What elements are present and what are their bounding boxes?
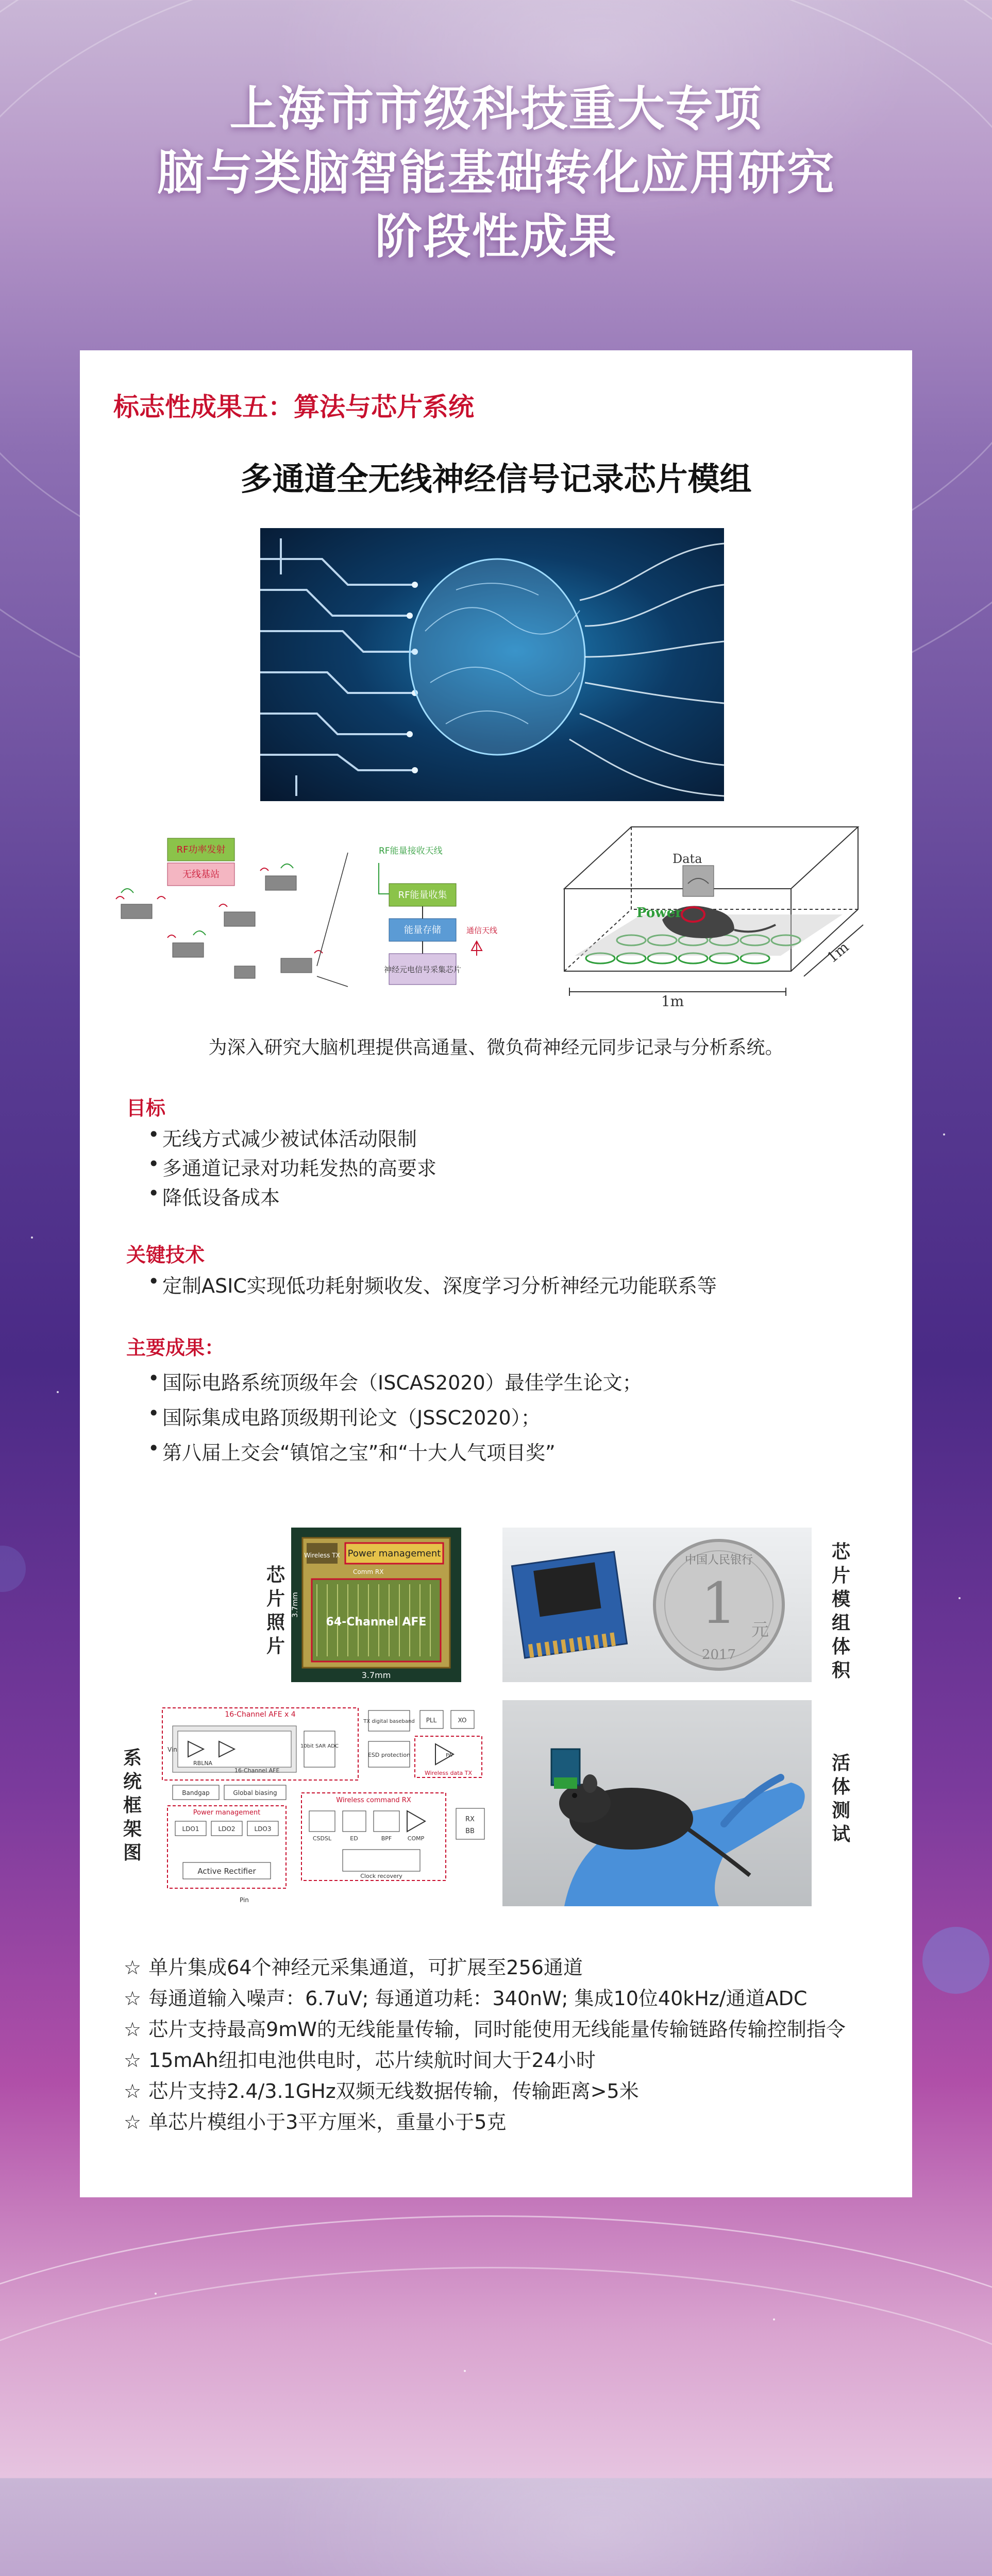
- star-decoration: [773, 2318, 775, 2320]
- pll-label: PLL: [426, 1717, 437, 1724]
- bpf-label: BPF: [381, 1835, 392, 1842]
- hero-title: [0, 77, 992, 269]
- ed-label: ED: [350, 1835, 358, 1842]
- esd-label: ESD protection: [367, 1752, 411, 1758]
- live-test-label: 活体测试: [831, 1753, 850, 1845]
- hero-line-2: 脑与类脑智能基础转化应用研究: [157, 145, 835, 200]
- star-icon: ☆: [124, 1956, 142, 1979]
- comm-antenna-label: 通信天线: [466, 926, 498, 935]
- coin-year: 2017: [701, 1647, 736, 1663]
- xo-label: XO: [458, 1717, 467, 1724]
- data-label: Data: [672, 852, 702, 866]
- goal-item: • 多通道记录对功耗发热的高要求: [162, 1153, 436, 1181]
- csdsl-label: CSDSL: [312, 1835, 332, 1842]
- power-label: Power: [636, 905, 682, 921]
- spec-text: 单芯片模组小于3平方厘米，重量小于5克: [148, 2111, 507, 2133]
- energy-store-label: 能量存储: [404, 925, 441, 936]
- caption-text: 为深入研究大脑机理提供高通量、微负荷神经元同步记录与分析系统。: [208, 1037, 784, 1058]
- star-decoration: [943, 1133, 945, 1136]
- tech-label: 关键技术: [126, 1244, 205, 1266]
- coin-unit: 元: [751, 1620, 769, 1640]
- ldo1-label: LDO1: [182, 1825, 199, 1833]
- spec-text: 芯片支持最高9mW的无线能量传输，同时能使用无线能量传输链路传输控制指令: [148, 2018, 846, 2041]
- afe16-label: 16-Channel AFE: [234, 1767, 280, 1774]
- ldo2-label: LDO2: [218, 1825, 236, 1833]
- chip-afe-label: 64-Channel AFE: [326, 1616, 427, 1629]
- pin-label: Pin: [240, 1896, 249, 1904]
- cage-setup-diagram: [554, 817, 873, 1012]
- bb-label: BB: [465, 1827, 475, 1835]
- block-diagram-graphic: [157, 1700, 492, 1906]
- chip-photo-label: 芯片照片: [266, 1565, 285, 1657]
- star-decoration: [57, 1391, 59, 1393]
- wireless-station-diagram: [111, 827, 502, 997]
- power-mgmt-label: Power management: [193, 1809, 261, 1817]
- spec-item: [124, 1982, 807, 2011]
- pa-label: PA: [446, 1753, 452, 1758]
- spec-text: 单片集成64个神经元采集通道，可扩展至256通道: [148, 1956, 583, 1979]
- adc-label: 10bit SAR ADC: [300, 1743, 339, 1749]
- wireless-diagram-graphic: [111, 827, 502, 997]
- chip-module-photo: [502, 1528, 812, 1682]
- spec-item: [124, 2013, 846, 2042]
- hero-line-1: 上海市市级科技重大专项: [229, 81, 763, 137]
- rf-power-tx-label: RF功率发射: [176, 844, 226, 855]
- rf-rx-antenna-label: RF能量接收天线: [379, 846, 443, 856]
- chip-comm-rx-label: Comm RX: [353, 1568, 384, 1575]
- cage-diagram-graphic: [554, 817, 873, 1012]
- live-test-photo: [502, 1700, 812, 1906]
- chip-wireless-tx-label: Wireless TX: [304, 1552, 340, 1559]
- wireless-station-label: 无线基站: [182, 869, 220, 880]
- star-decoration: [959, 1597, 961, 1599]
- rectifier-label: Active Rectifier: [197, 1867, 256, 1876]
- rx-label: RX: [465, 1816, 475, 1823]
- result-item: • 国际电路系统顶级年会（ISCAS2020）最佳学生论文；: [162, 1367, 642, 1395]
- spec-text: 芯片支持2.4/3.1GHz双频无线数据传输，传输距离>5米: [148, 2080, 639, 2103]
- afe4-label: 16-Channel AFE x 4: [225, 1710, 296, 1719]
- brain-circuit-graphic: [260, 528, 724, 801]
- chip-die-graphic: [291, 1528, 461, 1682]
- spec-item: [124, 2075, 639, 2104]
- main-title: 多通道全无线神经信号记录芯片模组: [240, 460, 752, 498]
- chip-photo: [291, 1528, 461, 1682]
- content-card: [80, 350, 912, 2197]
- spec-item: [124, 2106, 506, 2134]
- star-icon: ☆: [124, 2018, 142, 2041]
- hero-line-3: 阶段性成果: [375, 209, 617, 264]
- star-icon: ☆: [124, 1987, 142, 2010]
- spec-item: [124, 1952, 583, 1980]
- goal-item: • 无线方式减少被试体活动限制: [162, 1123, 417, 1151]
- clock-label: Clock recovery: [360, 1873, 402, 1879]
- goal-item: • 降低设备成本: [162, 1182, 280, 1210]
- neural-chip-label: 神经元电信号采集芯片: [383, 965, 462, 974]
- biasing-label: Global biasing: [233, 1789, 277, 1797]
- chip-power-mgmt-label: Power management: [347, 1548, 441, 1559]
- bg-ring-decoration: [0, 2267, 992, 2576]
- system-diagram-label: 系统框架图: [123, 1748, 142, 1863]
- goals-label: 目标: [126, 1097, 166, 1120]
- comp-label: COMP: [407, 1835, 425, 1842]
- rf-harvest-label: RF能量收集: [398, 890, 447, 901]
- dim-x-label: 1m: [661, 993, 684, 1010]
- system-block-diagram: [157, 1700, 492, 1906]
- star-icon: ☆: [124, 2080, 142, 2103]
- lna-label: RBLNA: [193, 1760, 213, 1767]
- result-item: • 国际集成电路顶级期刊论文（JSSC2020）；: [162, 1402, 541, 1430]
- spec-text: 每通道输入噪声：6.7uV; 每通道功耗：340nW; 集成10位40kHz/通道ADC: [148, 1987, 808, 2010]
- spec-text: 15mAh纽扣电池供电时，芯片续航时间大于24小时: [148, 2049, 596, 2072]
- bubble-decoration: [922, 1927, 989, 1994]
- tech-item: • 定制ASIC实现低功耗射频收发、深度学习分析神经元功能联系等: [162, 1270, 717, 1298]
- star-decoration: [464, 2370, 466, 2372]
- coin-value: 1: [701, 1570, 737, 1636]
- module-coin-graphic: [502, 1528, 812, 1682]
- chip-height-label: 3.7mm: [291, 1592, 299, 1618]
- star-decoration: [31, 1236, 33, 1239]
- spec-item: [124, 2044, 596, 2073]
- bubble-decoration: [0, 1546, 26, 1592]
- result-item: • 第八届上交会“镇馆之宝”和“十大人气项目奖”: [162, 1437, 556, 1465]
- dim-y-label: 1m: [823, 938, 852, 967]
- star-icon: ☆: [124, 2111, 142, 2133]
- star-decoration: [155, 2293, 157, 2295]
- results-label: 主要成果：: [126, 1336, 225, 1359]
- star-icon: ☆: [124, 2049, 142, 2072]
- module-volume-label: 芯片模组体积: [831, 1541, 850, 1681]
- mouse-hand-graphic: [502, 1700, 812, 1906]
- bandgap-label: Bandgap: [182, 1789, 210, 1797]
- cmd-rx-label: Wireless command RX: [336, 1797, 411, 1804]
- coin-text: 中国人民银行: [684, 1554, 753, 1567]
- tx-baseband-label: TX digital baseband: [363, 1719, 415, 1724]
- wireless-tx-label: Wireless data TX: [424, 1770, 473, 1776]
- vin-label: Vin: [167, 1746, 177, 1753]
- brain-circuit-image: [260, 528, 724, 801]
- section-title: 标志性成果五：算法与芯片系统: [113, 392, 474, 422]
- chip-width-label: 3.7mm: [361, 1670, 391, 1680]
- ldo3-label: LDO3: [254, 1825, 272, 1833]
